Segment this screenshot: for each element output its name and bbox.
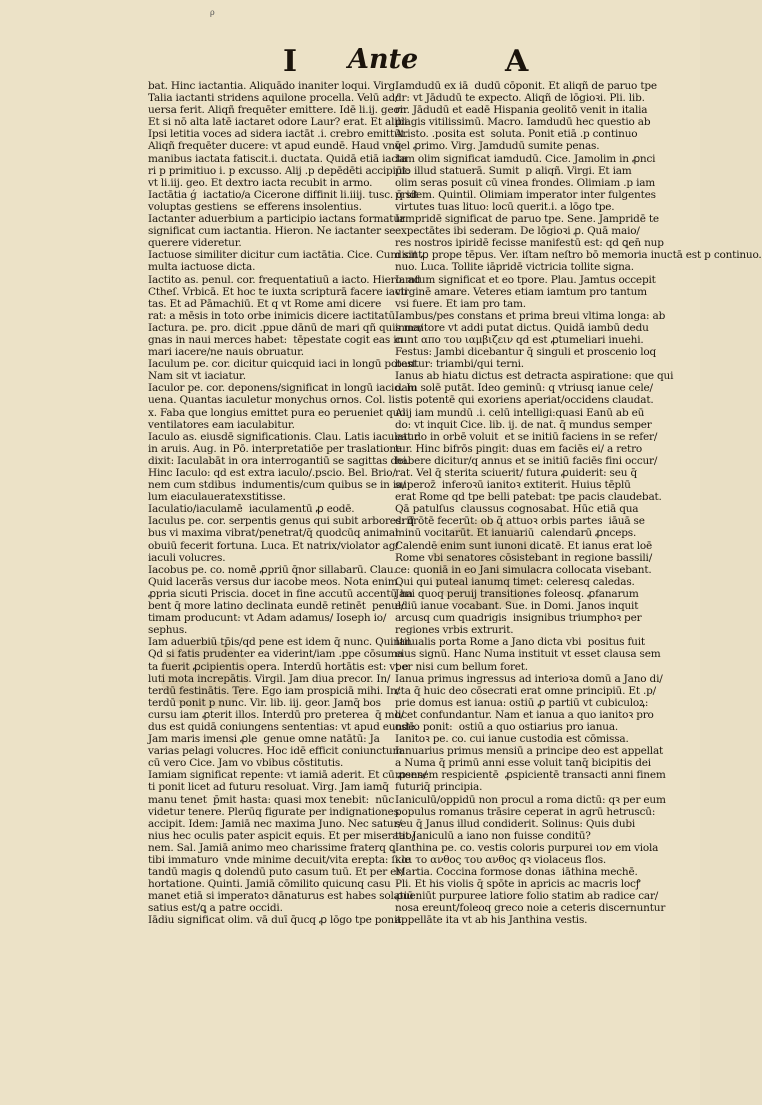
text-line: habere dicitur/q annus et se initiū faciēs fini occur/ bbox=[395, 454, 658, 467]
text-line: Ianualis porta Rome a Jano dicta vbi positus fuit bbox=[395, 636, 645, 649]
text-line: Iamtum significat et eo tpore. Plau. Jamtus occepit bbox=[395, 273, 656, 286]
text-line: appellāte ita vt ab his Janthina vestis. bbox=[395, 914, 588, 927]
text-line: Aliqñ frequēter ducere: vt apud eundē. Haud vnq̄ bbox=[148, 140, 402, 153]
text-line: nosa ereunt/foleoq greco noie a ceteris discernuntur bbox=[395, 902, 666, 915]
text-line: rir. Jādudū et eadē Hispania geolitō venit in italia bbox=[395, 104, 648, 117]
text-line: Ianthina pe. co. vestis coloris purpurei ιον em viola bbox=[395, 841, 659, 854]
text-line: timam producunt: vt Adam adamus/ Ioseph io/ bbox=[148, 612, 387, 625]
text-line: Quid lacerās versus dur iacobe meos. Nota enim bbox=[148, 575, 398, 588]
text-line: erat Rome qd tpe belli patebat: tpe pacis claudebat. bbox=[395, 491, 662, 504]
text-line: hortatione. Quinti. Jamiā cōmilito quicunq casu bbox=[148, 878, 391, 891]
text-line: dicit ꝓ prope tēpus. Ver. iſtam neſtro bō memoria inuctā est p continuo. bbox=[395, 249, 762, 262]
text-line: virginē amare. Veteres etiam iamtum pro tantum bbox=[395, 285, 647, 298]
text-line: ventilatores eam iaculabitur. bbox=[148, 418, 295, 431]
text-line: iaculi volucres. bbox=[148, 551, 226, 564]
text-line: cū vero Cice. Jam vo vbibus cōstitutis. bbox=[148, 757, 344, 770]
text-line: ꝓpria sicuti Priscia. docet in fine accutū accentū ha bbox=[148, 587, 413, 600]
text-line: ti ponit licet ad futuru resoluat. Virg. Jam iamq̄ bbox=[148, 781, 389, 794]
text-line: Qd si fatis prudenter ea viderint/iam .ppe cōsuma bbox=[148, 648, 404, 661]
text-line: Iamiam significat repente: vt iamiā aderit. Et cū ꝓsen/ bbox=[148, 769, 427, 782]
text-line: Iambus/pes constans et prima breui vltima longa: ab bbox=[395, 309, 666, 322]
text-line: Ianus ab hiatu dictus est detracta aspiratione: que qui bbox=[395, 370, 674, 383]
text-line: Jani quoq peruij transitiones foleosq. ꝓfanarum bbox=[395, 587, 639, 600]
text-line: videtur tenere. Plerūq figurate per indignationes bbox=[148, 805, 399, 818]
text-line: Ianuarius primus mensiū a principe deo est appellat bbox=[395, 745, 664, 758]
text-line: Festus: Jambi dicebantur q̄ singuli et proscenio loq bbox=[395, 346, 657, 359]
text-line: terdū ponit p nunc. Vir. lib. iij. geor. Jamq̄ bos bbox=[148, 696, 381, 709]
text-line: dus est quidā coniungens sententias: vt apud eundē. bbox=[148, 720, 418, 733]
text-line: cta q̄ huic deo cōsecrati erat omne principiū. Et .p/ bbox=[395, 684, 657, 697]
text-line: tas. Et ad Pāmachiū. Et q vt Rome ami dicere bbox=[148, 297, 382, 310]
text-line: Martia. Coccina formose donas iāthina mechē. bbox=[395, 866, 638, 879]
text-line: vel ꝓrimo. Virg. Jamdudū sumite penas. bbox=[395, 140, 600, 153]
text-line: Iactito as. penul. cor. frequentatiuū a iacto. Hiero. ad bbox=[148, 273, 421, 286]
text-line: expectātes ibi sederam. De lōgioꝛi ꝓ. Quā maio/ bbox=[395, 225, 640, 238]
text-line: stis potentē qui exoriens aperiat/occidens claudat. bbox=[395, 394, 654, 407]
text-line: lum eiaculaueratexstitisse. bbox=[148, 491, 286, 504]
text-line: sephus. bbox=[148, 624, 188, 637]
text-line: Alij iam mundū .i. celū intelligi:quasi Eanū ab eū bbox=[395, 406, 645, 419]
text-line: per nisi cum bellum foret. bbox=[395, 660, 528, 673]
text-line: prie domus est ianua: ostiū ꝓ partiū vt cubiculoꝝ: bbox=[395, 696, 649, 709]
text-line: Qā patulſus claussus cognosabat. Hūc etiā qua bbox=[395, 503, 639, 516]
text-line: Aristo. .posita est soluta. Ponit etiā .p continuo bbox=[395, 128, 638, 141]
text-line: uena. Quantas iaculetur monychus ornos. Col. li. bbox=[148, 394, 398, 407]
text-line: drifrōtē fecerūt: ob q̄ attuoꝛ orbis partes iāuā se bbox=[395, 515, 645, 528]
text-line: Et si nō alta latē iactaret odore Laur? erat. Et alibi bbox=[148, 116, 408, 129]
text-line: multa iactuose dicta. bbox=[148, 261, 256, 274]
text-line: Ctheſ. Vrbicā. Et hoc te iuxta scripturā facere iacti bbox=[148, 285, 408, 298]
text-line: manibus iactata fatiscit.i. ductata. Quidā etiā iacta bbox=[148, 152, 408, 165]
text-line: tur. Hinc bifrōs pingit: duas em faciēs ei/ a retro bbox=[395, 442, 643, 455]
text-line: inuentore vt addi putat dictus. Quidā iambū dedu bbox=[395, 321, 649, 334]
right-column bbox=[395, 80, 762, 927]
text-line: Hinc Iaculo: qd est extra iaculo/.pscio. Bel. Brio/ bbox=[148, 467, 396, 479]
text-line: bat. Hinc iactantia. Aliquādo inaniter loqui. Virg. bbox=[148, 80, 399, 92]
text-line: gnas in naui merces habet: tēpestate cogit eas in bbox=[148, 333, 403, 346]
text-line: Qui qui puteal ianumq timet: celeresq caledas. bbox=[395, 575, 635, 588]
text-line: a Numa q̄ primū anni esse voluit tanq̄ bicipitis dei bbox=[395, 757, 651, 770]
text-line: Iaculatio/iaculamē iaculamentū ꝓ eodē. bbox=[148, 503, 355, 516]
text-line: Nam sit vt iaciatur. bbox=[148, 370, 246, 383]
text-line: bent q̄ more latino declinata eundē retinēt penul/ bbox=[148, 600, 405, 613]
text-line: terdū festinātis. Tere. Ego iam prospiciā mihi. In/ bbox=[148, 684, 400, 697]
text-line: significat cum iactantia. Hieron. Ne iactanter se bbox=[148, 225, 396, 238]
text-line: ostio ponit: ostiū a quo ostiarius pro ianua. bbox=[395, 720, 619, 733]
text-line: cunt απο του ιαμβιζειν qd est ꝓtumeliari inuehi. bbox=[395, 333, 644, 346]
text-line: manu tenet p̄mit hasta: quasi mox tenebit: nūc bbox=[148, 793, 395, 806]
text-line: regiones vrbis extrurit. bbox=[395, 624, 514, 637]
text-line: Iamdudū ex iā dudū cōponit. Et aliqñ de paruo tpe bbox=[395, 80, 657, 92]
text-line: mari iacere/ne nauis obruatur. bbox=[148, 346, 304, 359]
text-line: olim seras posuit cū vinea frondes. Olimiam .p iam bbox=[395, 176, 656, 189]
text-line: Iam aduerbiū tp̄is/qd pene est idem q̄ nunc. Quintil. bbox=[148, 636, 414, 649]
text-line: Talia iactanti stridens aquilone procella. Velū ad/ bbox=[148, 92, 399, 105]
text-line: vsi fuere. Et iam pro tam. bbox=[395, 297, 526, 310]
text-line: Pli. Et his violis q̄ spōte in apricis ac macris locꝭ bbox=[395, 878, 641, 891]
text-line: in aruis. Aug. in Pō. interpretatiōe per traslatione bbox=[148, 442, 402, 455]
header-title: Ante bbox=[348, 44, 419, 75]
text-line: και το ανθος του ανθος qꝛ violaceus flos. bbox=[395, 854, 607, 866]
text-line: Iaculus pe. cor. serpentis genus qui subit arbores: q̄ bbox=[148, 515, 414, 528]
text-line: ce: quoniā in eo Jani simulacra collocata visebant. bbox=[395, 563, 652, 576]
text-line: Iādiu significat olim. vā duī q̄ucq ꝓ lōgo tpe ponit. bbox=[148, 914, 405, 927]
text-line: tat Janiculū a iano non fuisse conditū? bbox=[395, 829, 591, 842]
text-line: ediū ianue vocabant. Sue. in Domi. Janos inquit bbox=[395, 600, 639, 613]
text-line: manet etiā si imperatoꝛ dānaturus est habes solatiū bbox=[148, 890, 414, 903]
text-line: luti mota increpātis. Virgil. Jam diua precor. In/ bbox=[148, 672, 391, 685]
text-line: tandū magis ꝗ dolendū puto casum tuū. Et per er/ bbox=[148, 866, 405, 879]
text-line: pio illud statuerā. Sumit p aliqñ. Virgi. Et iam bbox=[395, 164, 632, 177]
text-line: dixit: Iaculabāt in ora interrogantiū se sagittas dei. bbox=[148, 454, 410, 467]
text-line: voluptas gestiens se efferens insolentius. bbox=[148, 200, 362, 213]
text-line: Jam maris imensi ꝓle genue omne natātū: Ja bbox=[148, 733, 380, 746]
text-line: Iaculor pe. cor. deponens/significat in longū iacio. Iu bbox=[148, 382, 417, 395]
text-line: Iampridē significat de paruo tpe. Sene. Jampridē te bbox=[395, 213, 659, 226]
running-header bbox=[0, 44, 700, 84]
text-line: mensem respicientē ꝓspicientē transacti anni finem bbox=[395, 769, 666, 782]
text-line: bus vi maxima vibrat/penetrat/q̄ quodcūq animal bbox=[148, 527, 399, 540]
text-line: Iactuose similiter dicitur cum iactātia. Cice. Cum sint bbox=[148, 249, 423, 262]
text-line: satius est/ꝗ a patre occidi. bbox=[148, 902, 283, 915]
text-line: Ianitoꝛ pe. co. cui ianue custodia est cōmissa. bbox=[395, 733, 629, 746]
text-line: Rome vbi senatores cōsistebant in regione bassili/ bbox=[395, 551, 653, 564]
text-line: eat do in orbē voluit et se initiū faciens in se refer/ bbox=[395, 430, 658, 443]
text-line: obuiū fecerit fortuna. Luca. Et natrix/violator ag/ bbox=[148, 539, 399, 552]
text-line: accipit. Idem: Jamiā nec maxima Juno. Nec satur/ bbox=[148, 817, 402, 830]
text-line: Ianua primus ingressus ad interioꝛa domū a Jano di/ bbox=[395, 672, 663, 685]
text-line: querere videretur. bbox=[148, 237, 242, 250]
left-column bbox=[148, 80, 427, 927]
text-line: populus romanus trāsire ceperat in agrū hetruscū: bbox=[395, 805, 656, 818]
text-line: ta fuerit ꝓcipientis opera. Interdū hortātis est: vt e bbox=[148, 660, 409, 673]
text-line: rat. Vel q̄ sterita sciuerit/ futura ꝓuiderit: seu q̄ bbox=[395, 467, 637, 479]
text-line: x. Faba que longius emittet pura eo perueniet quo bbox=[148, 406, 406, 419]
text-line: futuriq̄ principia. bbox=[395, 781, 483, 794]
text-line: Iactanter aduerbium a participio iactans formatur bbox=[148, 213, 408, 226]
text-line: ri p primitiuo i. p excusso. Alij .p depēdēti accipiūt: bbox=[148, 164, 410, 177]
text-line: licet confundantur. Nam et ianua a quo ianitoꝛ pro bbox=[395, 708, 654, 721]
text-line: nem cum stdibus indumentis/cum quibus se in ia/ bbox=[148, 479, 406, 492]
text-line: varias pelagi volucres. Hoc idē efficit coniunctum bbox=[148, 745, 403, 758]
text-line: Iactura. pe. pro. dicit .ppue dānū de mari qñ quis ma/ bbox=[148, 321, 423, 334]
text-line: arcusq cum quadrigis insignibus triumphoꝛ per bbox=[395, 612, 642, 625]
text-line: cursu iam ꝓterit illos. Interdū pro preterea q̄ mo/ bbox=[148, 708, 404, 721]
text-line: nius hec oculis pater aspicit equis. Et per miseratio/ bbox=[148, 829, 415, 842]
header-letter-left: I bbox=[283, 44, 298, 79]
text-line: virtutes tuas lituo: locū querit.i. a lōgo tpe. bbox=[395, 200, 615, 213]
text-line: Ianiculū/oppidū non procul a roma dictū: qꝛ per eum bbox=[395, 793, 666, 806]
text-line: Iam olim significat iamdudū. Cice. Jamolim in ꝓnci bbox=[395, 152, 656, 165]
text-line: Iactātia ǵ iactatio/a Cicerone diffinit li.iiij. tusc. q̄ sit bbox=[148, 188, 419, 201]
text-line: do: vt inquit Cice. lib. ij. de nat. q̄ mundus semper bbox=[395, 418, 652, 431]
text-line: nem. Sal. Jamiā animo meo charissime fraterq ꝗ bbox=[148, 841, 396, 854]
text-line: vt li.iij. geo. Et dextro iacta recubit in armo. bbox=[148, 176, 373, 189]
text-line: tibi immaturo vnde minime decuit/vita erepta: ſi le bbox=[148, 854, 411, 866]
text-line: bantur: triambi/qui terni. bbox=[395, 358, 524, 371]
text-line: pridem. Quintil. Olimiam imperator inter fulgentes bbox=[395, 188, 656, 201]
text-line: superoz̄ inferoꝛū ianitoꝛ extiterit. Huius tēplū bbox=[395, 479, 631, 492]
text-line: Iaculo as. eiusdē significationis. Clau. Latis iaculatur bbox=[148, 430, 419, 443]
text-line: seu q̄ Janus illud condiderit. Solinus: Quis dubi bbox=[395, 817, 636, 830]
text-line: Iacobus pe. co. nomē ꝓpriū q̄nor sillabarū. Clau. bbox=[148, 563, 397, 576]
text-line: Ipsi letitia voces ad sidera iactāt .i. crebro emittūt. bbox=[148, 128, 408, 141]
header-letter-right: A bbox=[505, 44, 529, 79]
text-line: uersa ferit. Aliqñ frequēter emittere. Idē li.ij. geor. bbox=[148, 104, 407, 117]
text-line: plagis vitilissimū. Macro. Iamdudū hec questio ab bbox=[395, 116, 651, 129]
text-line: minū vocitarūt. Et ianuariū calendarū ꝓnceps. bbox=[395, 527, 637, 540]
text-line: nuo. Luca. Tollite iāpridē victricia tollite signa. bbox=[395, 261, 634, 274]
text-line: dam solē putāt. Ideo geminū: q vtriusq ianue cele/ bbox=[395, 382, 653, 395]
corner-mark: ρ bbox=[210, 8, 215, 17]
text-line: eius signū. Hanc Numa instituit vt esset clausa sem bbox=[395, 648, 661, 661]
text-line: res nostros ipiridē fecisse manifestū est: qd ꝗen̄ nup bbox=[395, 237, 664, 250]
text-line: rat: a mēsis in toto orbe inimicis dicere iactitatū. bbox=[148, 309, 399, 322]
text-line: dr: vt Jādudū te expecto. Aliqñ de lōgioꝛi. Pli. lib. bbox=[395, 92, 645, 105]
text-line: ꝓueniūt purpuree latiore folio statim ab radice car/ bbox=[395, 890, 659, 903]
text-line: Calendē enim sunt iunoni dicatē. Et ianus erat loē bbox=[395, 539, 653, 552]
text-line: Iaculum pe. cor. dicitur quicquid iaci in longū potest. bbox=[148, 358, 420, 371]
